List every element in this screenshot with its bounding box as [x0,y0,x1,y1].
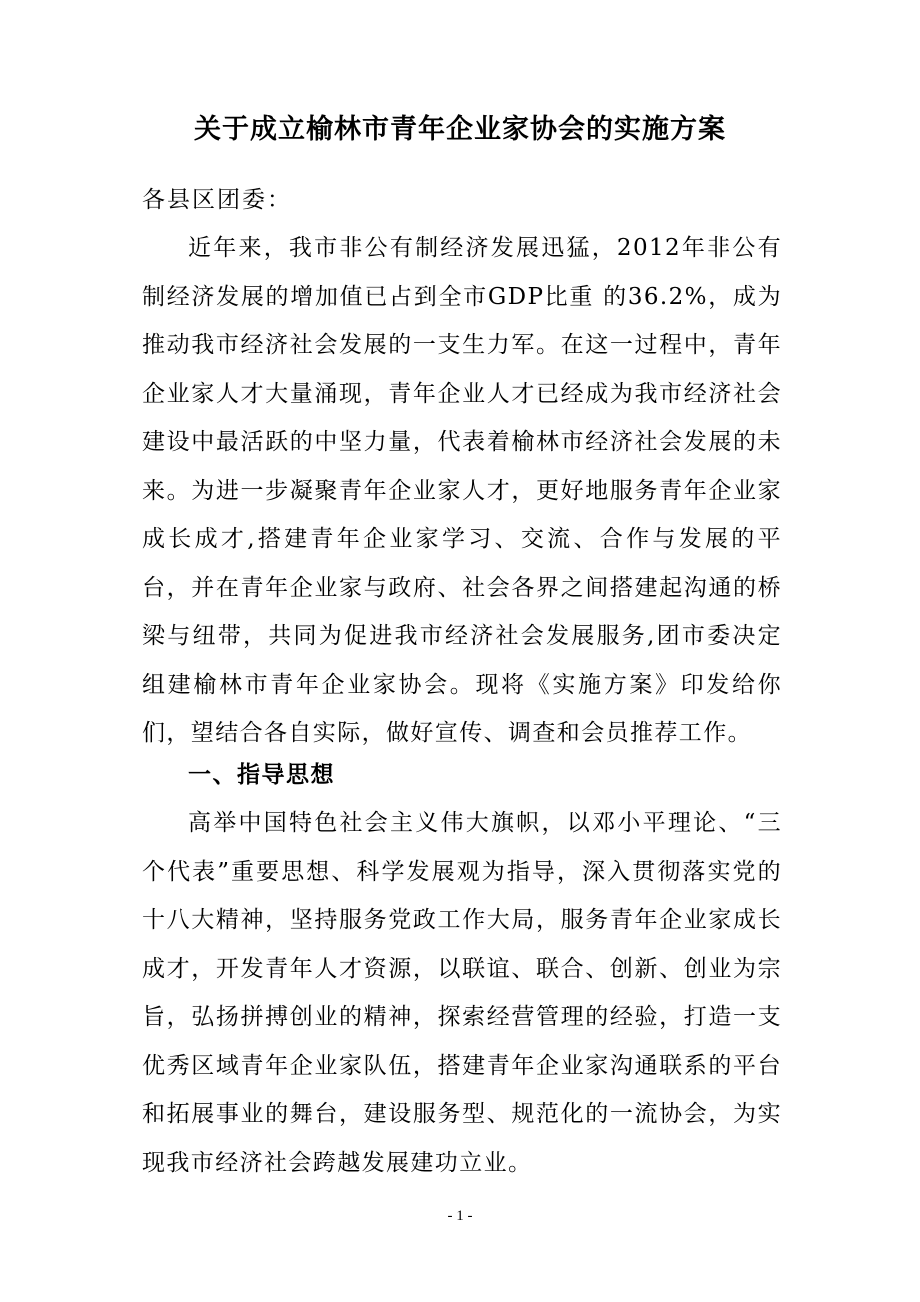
intro-paragraph: 近年来，我市非公有制经济发展迅猛，2012年非公有制经济发展的增加值已占到全市GDP比重 的36.2%，成为推动我市经济社会发展的一支生力军。在这一过程中，青年企业家人才大量涌现，青年企业人才已经成为我市经济社会建设中最活跃的中坚力量，代表着榆林市经济社会发展的未来。为进一步凝聚青年企业家人才，更好地服务青年企业家成长成才,搭建青年企业家学习、交流、合作与发展的平台，并在青年企业家与政府、社会各界之间搭建起沟通的桥梁与纽带，共同为促进我市经济社会发展服务,团市委决定组建榆林市青年企业家协会。现将《实施方案》印发给你们，望结合各自实际，做好宣传、调查和会员推荐工作。 [142,235,782,746]
document-title: 关于成立榆林市青年企业家协会的实施方案 [194,114,726,145]
section-paragraph: 高举中国特色社会主义伟大旗帜，以邓小平理论、“三个代表”重要思想、科学发展观为指导，深入贯彻落实党的十八大精神，坚持服务党政工作大局，服务青年企业家成长成才，开发青年人才资源，以联谊、联合、创新、创业为宗旨，弘扬拼搏创业的精神，探索经营管理的经验，打造一支优秀区域青年企业家队伍，搭建青年企业家沟通联系的平台和拓展事业的舞台，建设服务型、规范化的一流协会，为实现我市经济社会跨越发展建功立业。 [142,810,782,1176]
salutation: 各县区团委： [142,187,292,213]
section-heading-guiding-thought: 一、指导思想 [188,762,335,788]
page-number: - 1 - [447,1208,473,1224]
